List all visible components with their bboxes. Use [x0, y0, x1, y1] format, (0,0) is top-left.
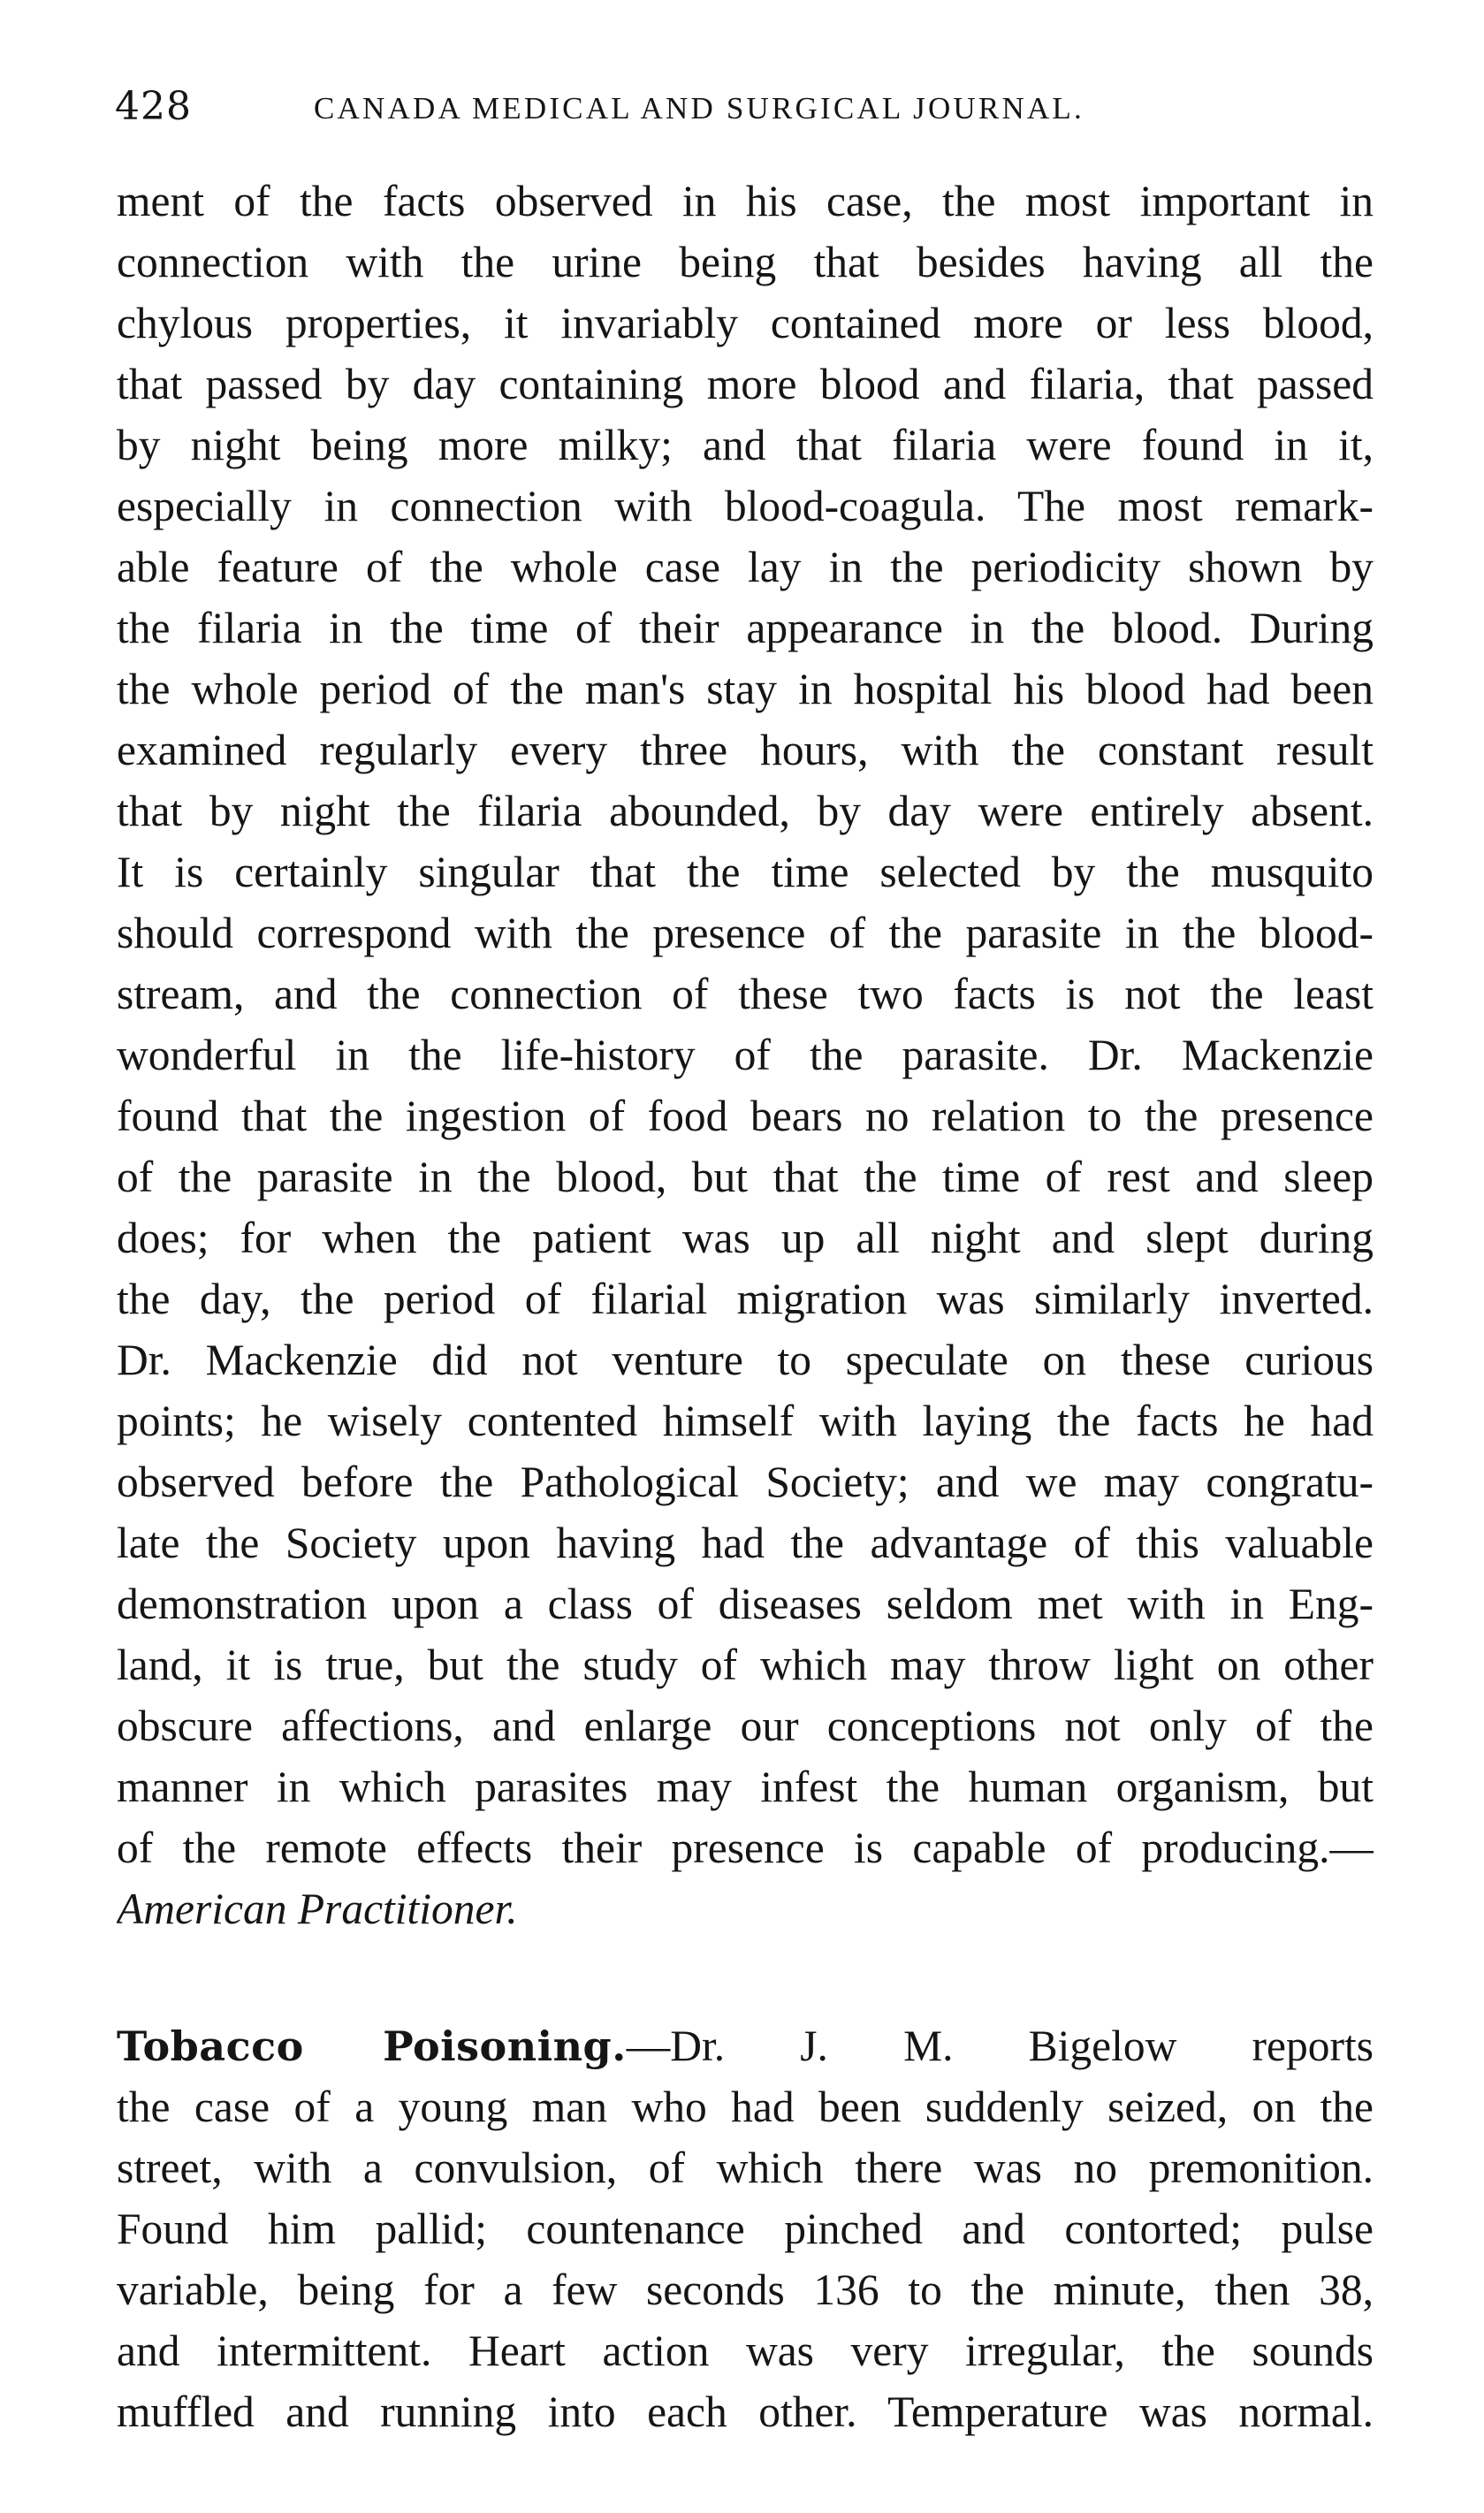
running-title: CANADA MEDICAL AND SURGICAL JOURNAL. [314, 91, 1084, 126]
text-line: observed before the Pathological Society; and we may congratu- [117, 1458, 1374, 1506]
text-line: It is certainly singular that the time selected by the musquito [117, 848, 1374, 896]
section-heading: Tobacco Poisoning. [117, 2022, 627, 2070]
page-header [115, 84, 1370, 137]
text-line: examined regularly every three hours, with the constant result [117, 726, 1374, 774]
text-line: by night being more milky; and that filaria were found in it, [117, 421, 1374, 469]
text-line: points; he wisely contented himself with laying the facts he had [117, 1397, 1374, 1445]
tobacco-poisoning-article [117, 2015, 1374, 2442]
text-line: wonderful in the life-history of the parasite. Dr. Mackenzie [117, 1031, 1374, 1079]
text-line: street, with a convulsion, of which there was no premonition. [117, 2144, 1374, 2192]
text-line: Dr. Mackenzie did not venture to speculate on these curious [117, 1336, 1374, 1384]
heading-line [117, 2015, 1374, 2076]
text-line: obscure affections, and enlarge our conceptions not only of the [117, 1702, 1374, 1750]
page-number: 428 [115, 84, 192, 129]
heading-line-rest: —Dr. J. M. Bigelow reports [626, 2022, 1374, 2070]
text-line: the day, the period of filarial migration was similarly inverted. [117, 1275, 1374, 1323]
text-line: late the Society upon having had the advantage of this valuable [117, 1519, 1374, 1567]
text-line: and intermittent. Heart action was very irregular, the sounds [117, 2326, 1374, 2375]
text-line: the case of a young man who had been suddenly seized, on the [117, 2083, 1374, 2131]
text-line: connection with the urine being that besides having all the [117, 238, 1374, 286]
text-line: should correspond with the presence of the parasite in the blood- [117, 909, 1374, 957]
text-line: demonstration upon a class of diseases seldom met with in Eng- [117, 1580, 1374, 1628]
text-line: stream, and the connection of these two facts is not the least [117, 970, 1374, 1018]
section-gap [117, 1939, 1374, 2015]
article-body [117, 171, 1374, 2442]
text-line: chylous properties, it invariably contained more or less blood, [117, 299, 1374, 347]
filaria-article-continuation [117, 171, 1374, 1939]
text-line: Found him pallid; countenance pinched and contorted; pulse [117, 2205, 1374, 2253]
text-line: manner in which parasites may infest the human organism, but [117, 1763, 1374, 1811]
text-line: that passed by day containing more blood and filaria, that passed [117, 360, 1374, 408]
text-line: especially in connection with blood-coagula. The most remark- [117, 482, 1374, 530]
text-line: variable, being for a few seconds 136 to the minute, then 38, [117, 2266, 1374, 2314]
text-line: able feature of the whole case lay in the periodicity shown by [117, 543, 1374, 591]
text-line: of the remote effects their presence is capable of producing.— [117, 1824, 1374, 1872]
text-line: ment of the facts observed in his case, the most important in [117, 177, 1374, 225]
text-line: the whole period of the man's stay in hospital his blood had been [117, 665, 1374, 713]
article-source: American Practitioner. [117, 1885, 518, 1933]
text-line: the filaria in the time of their appearance in the blood. During [117, 604, 1374, 652]
text-line: found that the ingestion of food bears no relation to the presence [117, 1092, 1374, 1140]
text-line: that by night the filaria abounded, by day were entirely absent. [117, 787, 1374, 835]
text-line: muffled and running into each other. Temperature was normal. [117, 2387, 1374, 2436]
text-line: of the parasite in the blood, but that the time of rest and sleep [117, 1153, 1374, 1201]
text-line: does; for when the patient was up all night and slept during [117, 1214, 1374, 1262]
text-line: land, it is true, but the study of which may throw light on other [117, 1641, 1374, 1689]
